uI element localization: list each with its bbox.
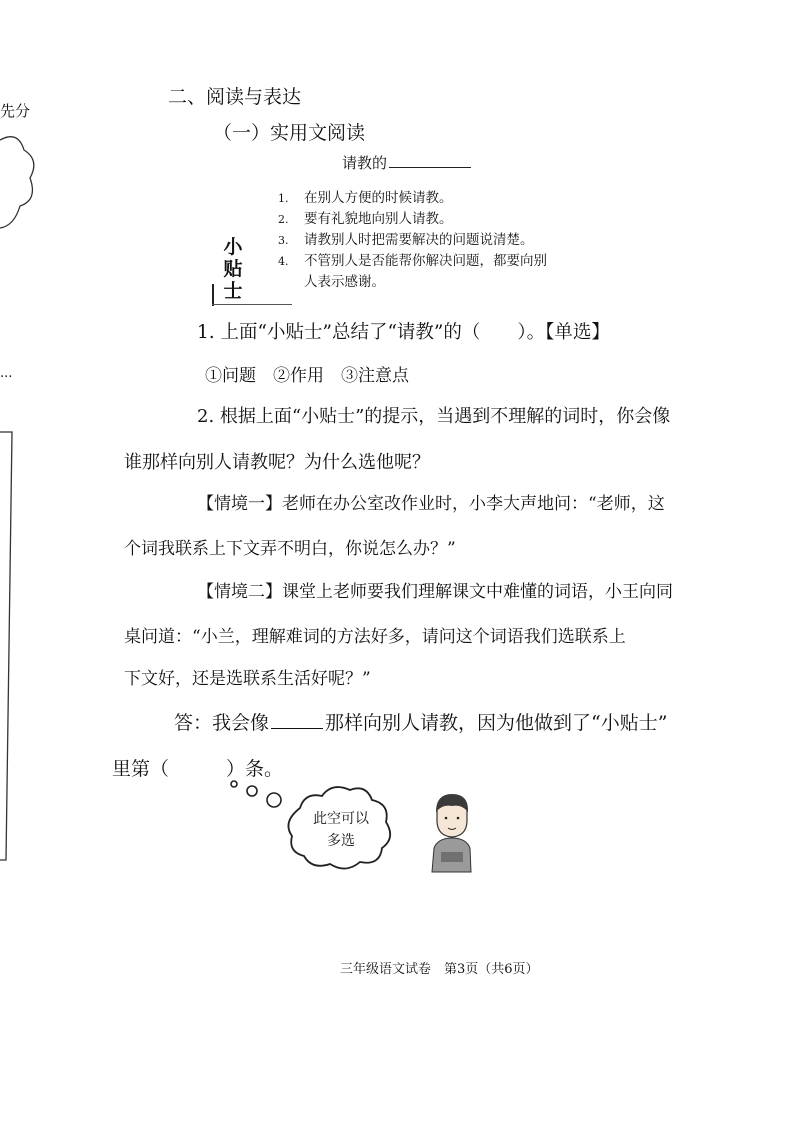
tip-item [278, 251, 547, 272]
scenario-1-line-1: 【情境一】老师在办公室改作业时，小李大声地问：“老师，这 [197, 494, 665, 514]
tip-text: 请教别人时把需要解决的问题说清楚。 [304, 232, 534, 248]
answer-line-1 [174, 708, 667, 735]
tip-number: 2. [278, 213, 289, 226]
tip-text: 要有礼貌地向别人请教。 [304, 211, 453, 227]
scenario-2-line-2: 桌问道：“小兰，理解难词的方法好多，请问这个词语我们选联系上 [124, 627, 626, 647]
bubble-text: 此空可以多选 [313, 811, 369, 849]
scenario-1-line-2: 个词我联系上下文弄不明白，你说怎么办？” [124, 539, 456, 559]
tip-item [278, 230, 547, 251]
tip-item-continuation: 人表示感谢。 [304, 274, 385, 290]
tip-item [278, 188, 547, 209]
thought-dot-medium [247, 786, 257, 796]
tip-card-list [278, 188, 547, 292]
thought-dot-small [231, 781, 237, 787]
question-2-line-2: 谁那样向别人请教呢？为什么选他呢？ [124, 452, 430, 473]
tip-card-title [342, 152, 471, 173]
edge-box-shape [0, 432, 12, 860]
answer-line-2: 里第（ ）条。 [112, 758, 284, 780]
answer-name-blank[interactable] [271, 712, 323, 729]
tip-card-side-bar [212, 284, 214, 306]
question-1-options: ①问题 ②作用 ③注意点 [205, 366, 409, 386]
tip-text: 不管别人是否能帮你解决问题，都要向别 [304, 253, 547, 269]
boy-illustration [432, 794, 471, 872]
page-footer: 三年级语文试卷 第3页（共6页） [340, 962, 539, 977]
scenario-2-line-3: 下文好，还是选联系生活好呢？” [124, 669, 371, 689]
tip-item [278, 209, 547, 230]
subsection-title: （一）实用文阅读 [213, 122, 366, 144]
answer-middle: 那样向别人请教，因为他做到了“小贴士” [325, 712, 668, 734]
tip-number: 3. [278, 234, 289, 247]
tip-text: 在别人方便的时候请教。 [304, 190, 453, 206]
tip-card-title-blank [389, 153, 471, 168]
thought-dot-large [267, 793, 281, 807]
edge-cloud-shape [0, 137, 34, 228]
answer-prefix: 答：我会像 [174, 712, 270, 734]
question-1: 1. 上面“小贴士”总结了“请教”的（ ）。【单选】 [197, 322, 610, 343]
tip-number: 1. [278, 192, 289, 205]
question-2-line-1: 2. 根据上面“小贴士”的提示，当遇到不理解的词时，你会像 [197, 406, 671, 427]
edge-dots-fragment: ... [0, 366, 13, 381]
tip-number: 4. [278, 255, 289, 268]
edge-text-fragment: 先分 [0, 102, 31, 120]
section-title: 二、阅读与表达 [168, 86, 302, 108]
tip-card-title-text: 请教的 [342, 154, 388, 172]
tip-card-side-label: 小贴士 [223, 236, 243, 302]
tip-card-bottom-rule [212, 304, 292, 305]
scenario-2-line-1: 【情境二】课堂上老师要我们理解课文中难懂的词语，小王向同 [197, 582, 673, 602]
